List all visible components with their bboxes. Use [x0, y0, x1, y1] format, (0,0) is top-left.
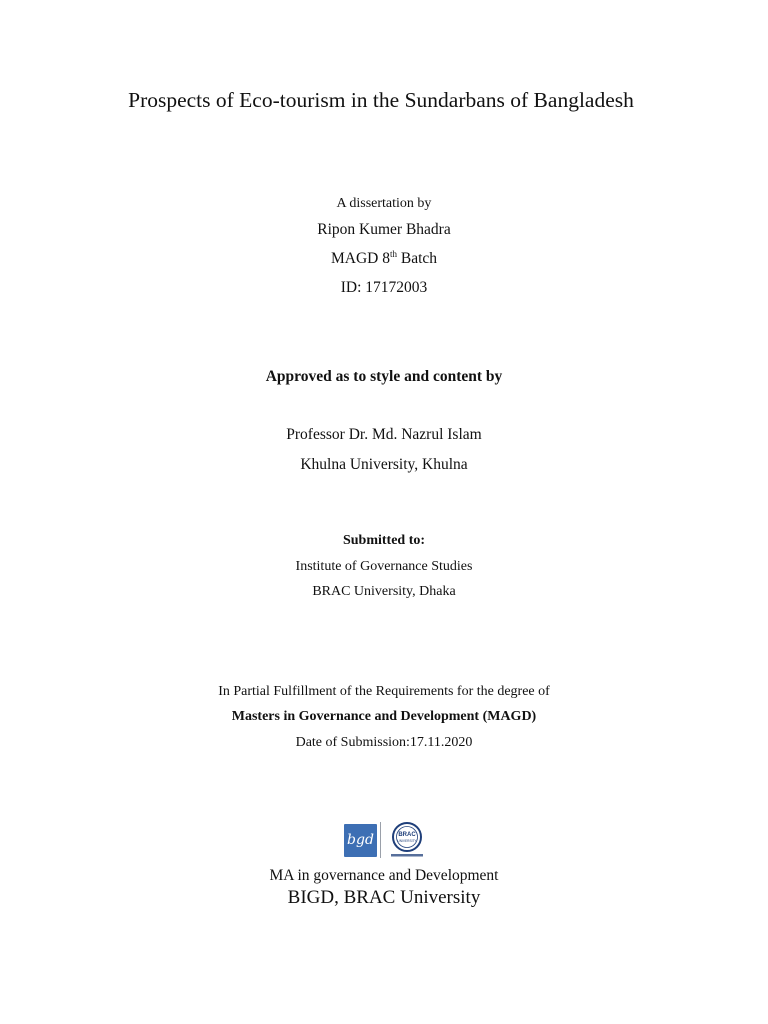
supervisor-name: Professor Dr. Md. Nazrul Islam — [286, 426, 482, 443]
batch-prefix: MAGD 8 — [330, 250, 390, 267]
brac-university-logo — [385, 820, 429, 860]
byline: A dissertation by — [336, 196, 432, 211]
university-name: BRAC University, Dhaka — [312, 584, 456, 599]
submission-date: Date of Submission:17.11.2020 — [295, 735, 473, 750]
institute-name: Institute of Governance Studies — [295, 559, 473, 574]
logo-divider — [380, 822, 381, 858]
fulfillment-line: In Partial Fulfillment of the Requirements for the degree of — [218, 684, 550, 699]
batch-line — [0, 251, 768, 267]
submitted-heading: Submitted to: — [342, 533, 426, 548]
approval-heading: Approved as to style and content by — [265, 368, 503, 385]
student-id: ID: 17172003 — [340, 279, 428, 296]
bigd-logo: bgd — [344, 824, 377, 857]
program-name: MA in governance and Development — [269, 867, 499, 884]
degree-name: Masters in Governance and Development (MAGD) — [231, 709, 537, 724]
institution-logos — [342, 818, 432, 860]
brac-logo-text: BRAC — [398, 832, 416, 838]
supervisor-affiliation: Khulna University, Khulna — [300, 456, 468, 473]
author-name: Ripon Kumer Bhadra — [317, 221, 451, 238]
document-title: Prospects of Eco-tourism in the Sundarbans of Bangladesh — [128, 88, 634, 112]
batch-superscript: th — [389, 249, 397, 259]
brac-logo-subtext: UNIVERSITY — [397, 839, 417, 843]
batch-suffix: Batch — [396, 250, 438, 267]
institution-name: BIGD, BRAC University — [287, 887, 481, 908]
